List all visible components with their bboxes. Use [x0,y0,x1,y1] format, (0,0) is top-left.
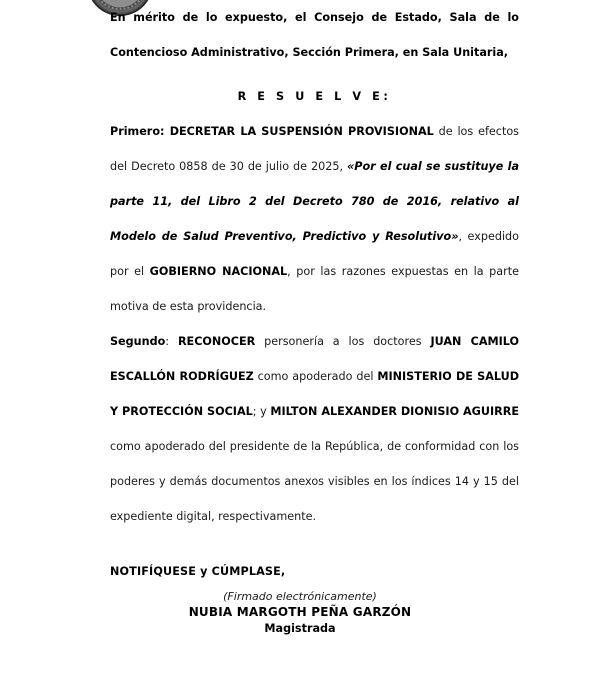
notifiquese-connector: y [196,565,212,578]
primero-label: Primero: [110,125,170,138]
segundo-apoderado-text-1: como apoderado del [253,370,378,383]
paragraph-primero [110,114,519,324]
electronic-signature-note: (Firmado electrónicamente) [223,590,377,603]
paragraph-segundo [110,324,519,534]
segundo-action: RECONOCER [177,335,256,348]
resuelve-heading: R E S U E L V E: [237,90,392,103]
primero-closing-text: , por las razones expuestas en la parte motiva de esta providencia. [110,265,520,313]
cumplase-word: CÚMPLASE, [211,565,286,578]
primero-issuing-authority: GOBIERNO NACIONAL [149,265,288,278]
attorney-name-first: JUAN CAMILO ESCALLÓN RODRÍGUEZ [110,335,520,383]
segundo-closing-text: como apoderado del presidente de la República, de conformidad con los poderes y demás documentos anexos visibles en los índices 14 y 15 del expediente digital, respectivamente. [110,440,519,523]
magistrate-name: NUBIA MARGOTH PEÑA GARZÓN [188,605,412,619]
segundo-label: Segundo [110,335,166,348]
signature-block [0,589,600,637]
notifiquese-line [110,534,519,589]
attorney-name-second: MILTON ALEXANDER DIONISIO AGUIRRE [270,405,519,418]
primero-effects-text: de los efectos del Decreto 0858 de 30 de julio de 2025, [110,125,520,173]
segundo-personeria-text: personería a los doctores [255,335,431,348]
primero-issued-by-text: , expedido por el [110,230,519,278]
segundo-colon: : [165,335,178,348]
paragraph-intro [110,0,519,70]
document-body [110,0,519,589]
notifiquese-word: NOTIFÍQUESE [110,565,197,578]
primero-decree-action: DECRETAR LA SUSPENSIÓN PROVISIONAL [169,125,434,138]
ministry-name: MINISTERIO DE SALUD Y PROTECCIÓN SOCIAL [110,370,519,418]
primero-decree-title: «Por el cual se sustituye la parte 11, del Libro 2 del Decreto 780 de 2016, relativo al Modelo de Salud Preventivo, Predictivo y Resolutivo» [110,160,519,243]
segundo-separator: ; y [252,405,271,418]
paragraph-intro-text: En mérito de lo expuesto, el Consejo de Estado, Sala de lo Contencioso Administrativo, Sección Primera, en Sala Unitaria, [110,11,519,59]
magistrate-role: Magistrada [264,622,336,635]
